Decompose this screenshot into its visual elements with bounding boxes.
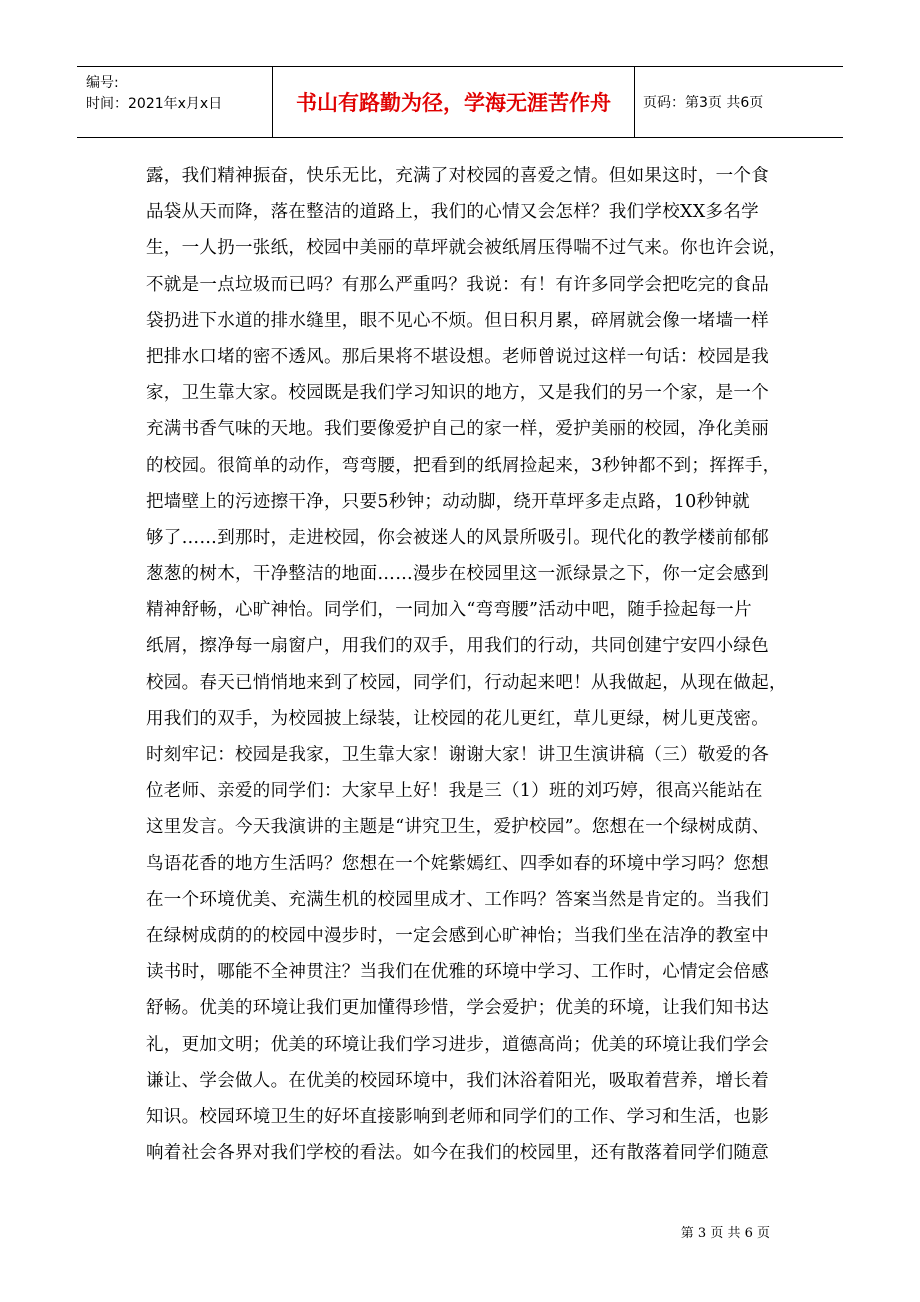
body-text-line: 用我们的双手，为校园披上绿装，让校园的花儿更红，草儿更绿，树儿更茂密。	[146, 708, 769, 729]
body-text-line: 充满书香气味的天地。我们要像爱护自己的家一样，爱护美丽的校园，净化美丽	[146, 419, 769, 440]
body-text-line: 在绿树成荫的的校园中漫步时，一定会感到心旷神怡；当我们坐在洁净的教室中	[146, 925, 769, 946]
header-page-label: 页码：第3页 共6页	[643, 95, 764, 111]
header-motto-cell	[273, 67, 635, 137]
body-text-line: 不就是一点垃圾而已吗？有那么严重吗？我说：有！有许多同学会把吃完的食品	[146, 274, 769, 295]
page-footer: 第 3 页 共 6 页	[680, 1226, 770, 1241]
header-meta	[77, 67, 273, 137]
body-text-line: 时刻牢记：校园是我家，卫生靠大家！谢谢大家！讲卫生演讲稿（三）敬爱的各	[146, 745, 769, 765]
body-text-line: 够了……到那时，走进校园，你会被迷人的风景所吸引。现代化的教学楼前郁郁	[146, 527, 769, 548]
body-text-line: 位老师、亲爱的同学们：大家早上好！我是三（1）班的刘巧婷，很高兴能站在	[146, 781, 763, 802]
header-motto: 书山有路勤为径，学海无涯苦作舟	[296, 91, 611, 115]
body-text-line: 生，一人扔一张纸，校园中美丽的草坪就会被纸屑压得喘不过气来。你也许会说，	[146, 238, 787, 259]
body-text-line: 读书时，哪能不全神贯注？当我们在优雅的环境中学习、工作时，心情定会倍感	[146, 962, 769, 983]
page-header	[77, 66, 843, 138]
body-text-line: 露，我们精神振奋，快乐无比，充满了对校园的喜爱之情。但如果这时，一个食	[146, 166, 769, 186]
body-text-line: 鸟语花香的地方生活吗？您想在一个姹紫嫣红、四季如春的环境中学习吗？您想	[146, 853, 769, 874]
body-text-line: 把排水口堵的密不透风。那后果将不堪设想。老师曾说过这样一句话：校园是我	[146, 346, 769, 367]
body-text-line: 纸屑，擦净每一扇窗户，用我们的双手，用我们的行动，共同创建宁安四小绿色	[146, 636, 769, 657]
body-text-line: 谦让、学会做人。在优美的校园环境中，我们沐浴着阳光，吸取着营养，增长着	[146, 1070, 769, 1091]
header-page-cell	[635, 67, 843, 137]
body-text-line: 袋扔进下水道的排水缝里，眼不见心不烦。但日积月累，碎屑就会像一堵墙一样	[146, 310, 769, 331]
body-text-line: 葱葱的树木，干净整洁的地面……漫步在校园里这一派绿景之下，你一定会感到	[146, 564, 769, 585]
document-number-label: 编号:	[86, 75, 119, 91]
document-body	[146, 158, 806, 1171]
body-text-line: 礼，更加文明；优美的环境让我们学习进步，道德高尚；优美的环境让我们学会	[146, 1034, 769, 1055]
document-date-label: 时间：2021年x月x日	[86, 96, 223, 112]
body-text-line: 舒畅。优美的环境让我们更加懂得珍惜，学会爱护；优美的环境，让我们知书达	[146, 998, 769, 1019]
body-text-line: 知识。校园环境卫生的好坏直接影响到老师和同学们的工作、学习和生活，也影	[146, 1106, 769, 1127]
body-text-line: 精神舒畅，心旷神怡。同学们，一同加入“弯弯腰”活动中吧，随手捡起每一片	[146, 600, 752, 621]
body-text-line: 这里发言。今天我演讲的主题是“讲究卫生，爱护校园”。您想在一个绿树成荫、	[146, 817, 770, 838]
body-text-line: 把墙壁上的污迹擦干净，只要5秒钟；动动脚，绕开草坪多走点路，10秒钟就	[146, 491, 750, 512]
body-text-line: 的校园。很简单的动作，弯弯腰，把看到的纸屑捡起来，3秒钟都不到；挥挥手，	[146, 455, 781, 476]
body-text-line: 在一个环境优美、充满生机的校园里成才、工作吗？答案当然是肯定的。当我们	[146, 889, 769, 910]
body-text-line: 响着社会各界对我们学校的看法。如今在我们的校园里，还有散落着同学们随意	[146, 1143, 769, 1164]
body-text-line: 家，卫生靠大家。校园既是我们学习知识的地方，又是我们的另一个家，是一个	[146, 383, 769, 404]
body-text-line: 品袋从天而降，落在整洁的道路上，我们的心情又会怎样？我们学校XX多名学	[146, 202, 759, 223]
body-text-line: 校园。春天已悄悄地来到了校园，同学们，行动起来吧！从我做起，从现在做起，	[146, 672, 787, 693]
